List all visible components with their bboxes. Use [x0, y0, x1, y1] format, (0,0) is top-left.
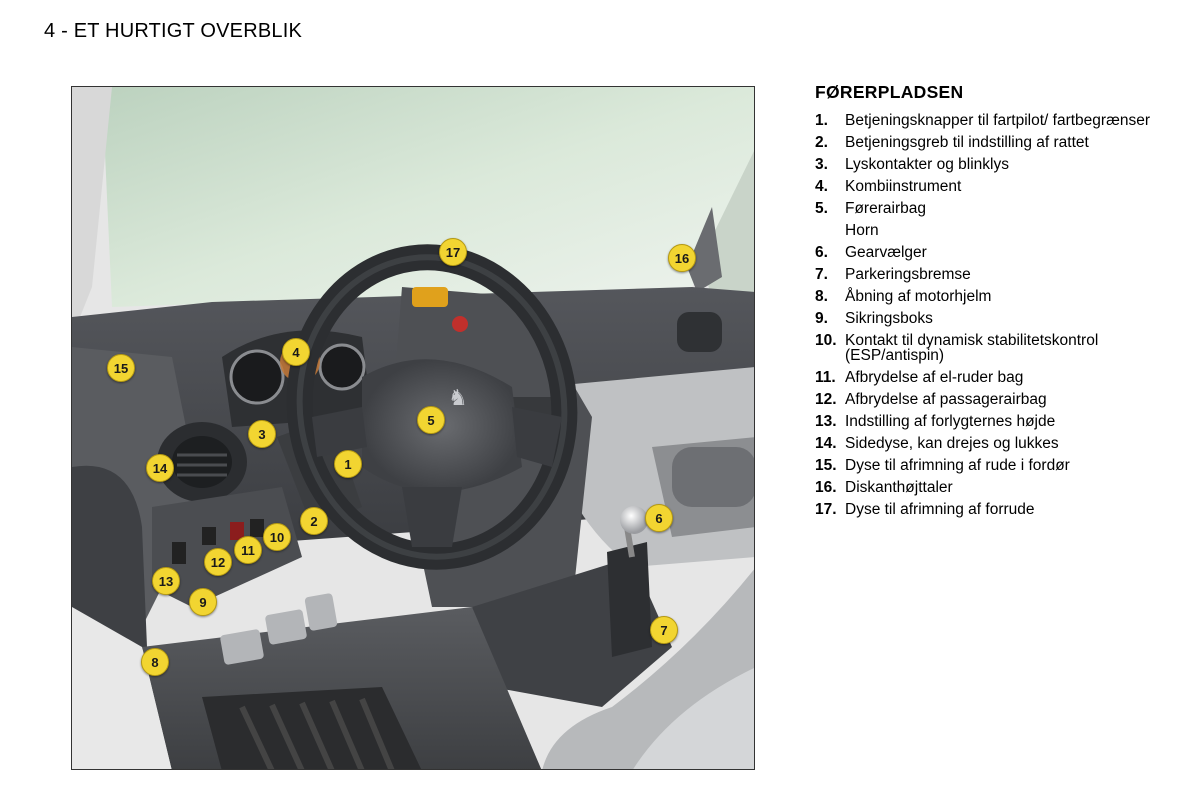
legend-text: Afbrydelse af el-ruder bag — [845, 369, 1024, 386]
callout-6: 6 — [645, 504, 673, 532]
legend-text: Førerairbag — [845, 200, 926, 217]
legend-item — [815, 245, 1185, 260]
legend-number: 5. — [815, 200, 828, 217]
legend-item — [815, 392, 1185, 407]
legend-text: Betjeningsgreb til indstilling af rattet — [845, 134, 1089, 151]
legend-item — [815, 113, 1185, 128]
legend-text: Lyskontakter og blinklys — [845, 156, 1009, 173]
legend-item — [815, 480, 1185, 495]
legend-text: Gearvælger — [845, 244, 927, 261]
legend-number: 8. — [815, 288, 828, 305]
legend-item — [815, 311, 1185, 326]
legend-number: 7. — [815, 266, 828, 283]
callout-5: 5 — [417, 406, 445, 434]
legend-item — [815, 502, 1185, 517]
legend-text: Betjeningsknapper til fartpilot/ fartbegrænser — [845, 112, 1150, 129]
legend-list — [815, 113, 1185, 517]
svg-text:♞: ♞ — [448, 386, 468, 411]
legend-number: 2. — [815, 134, 828, 151]
callout-3: 3 — [248, 420, 276, 448]
legend-number: 10. — [815, 332, 837, 349]
page-header: 4 - ET HURTIGT OVERBLIK — [44, 20, 302, 42]
section-title: FØRERPLADSEN — [815, 82, 964, 102]
legend-number: 17. — [815, 501, 837, 518]
legend-text: Sidedyse, kan drejes og lukkes — [845, 435, 1059, 452]
callout-14: 14 — [146, 454, 174, 482]
legend-number: 12. — [815, 391, 837, 408]
legend-item — [815, 179, 1185, 194]
legend-number: 16. — [815, 479, 837, 496]
legend-text: Kombiinstrument — [845, 178, 962, 195]
legend-number: 3. — [815, 156, 828, 173]
legend-item — [815, 370, 1185, 385]
legend-number: 9. — [815, 310, 828, 327]
legend-item — [815, 157, 1185, 172]
callout-13: 13 — [152, 567, 180, 595]
legend-number: 11. — [815, 369, 836, 386]
callout-7: 7 — [650, 616, 678, 644]
callout-12: 12 — [204, 548, 232, 576]
legend-text: Indstilling af forlygternes højde — [845, 413, 1056, 430]
callout-10: 10 — [263, 523, 291, 551]
legend-item — [815, 223, 1185, 238]
legend-item — [815, 289, 1185, 304]
legend-text: Afbrydelse af passagerairbag — [845, 391, 1047, 408]
legend-number: 4. — [815, 178, 828, 195]
callout-16: 16 — [668, 244, 696, 272]
legend-item — [815, 135, 1185, 150]
legend-number: 1. — [815, 112, 828, 129]
legend-item — [815, 414, 1185, 429]
dashboard-drawing — [72, 87, 755, 770]
dashboard-illustration — [71, 86, 755, 770]
legend-text: Parkeringsbremse — [845, 266, 971, 283]
legend-item — [815, 201, 1185, 216]
callout-9: 9 — [189, 588, 217, 616]
callout-2: 2 — [300, 507, 328, 535]
legend-text: Horn — [845, 222, 879, 239]
legend-text: Åbning af motorhjelm — [845, 288, 992, 305]
windshield — [102, 87, 755, 307]
legend-item — [815, 333, 1185, 363]
legend-number — [815, 223, 845, 238]
legend-text: Dyse til afrimning af forrude — [845, 501, 1035, 518]
callout-11: 11 — [234, 536, 262, 564]
legend-text: Dyse til afrimning af rude i fordør — [845, 457, 1070, 474]
legend-number: 15. — [815, 457, 837, 474]
callout-4: 4 — [282, 338, 310, 366]
callout-17: 17 — [439, 238, 467, 266]
legend-number: 13. — [815, 413, 837, 430]
callout-8: 8 — [141, 648, 169, 676]
legend-text: Diskanthøjttaler — [845, 479, 953, 496]
legend-item — [815, 267, 1185, 282]
legend-text: Kontakt til dynamisk stabilitetskontrol (ESP/antispin) — [845, 332, 1099, 364]
legend-panel — [815, 82, 1185, 524]
legend-item — [815, 458, 1185, 473]
legend-number: 6. — [815, 244, 828, 261]
legend-text: Sikringsboks — [845, 310, 933, 327]
callout-15: 15 — [107, 354, 135, 382]
legend-number: 14. — [815, 435, 837, 452]
callout-1: 1 — [334, 450, 362, 478]
legend-item — [815, 436, 1185, 451]
